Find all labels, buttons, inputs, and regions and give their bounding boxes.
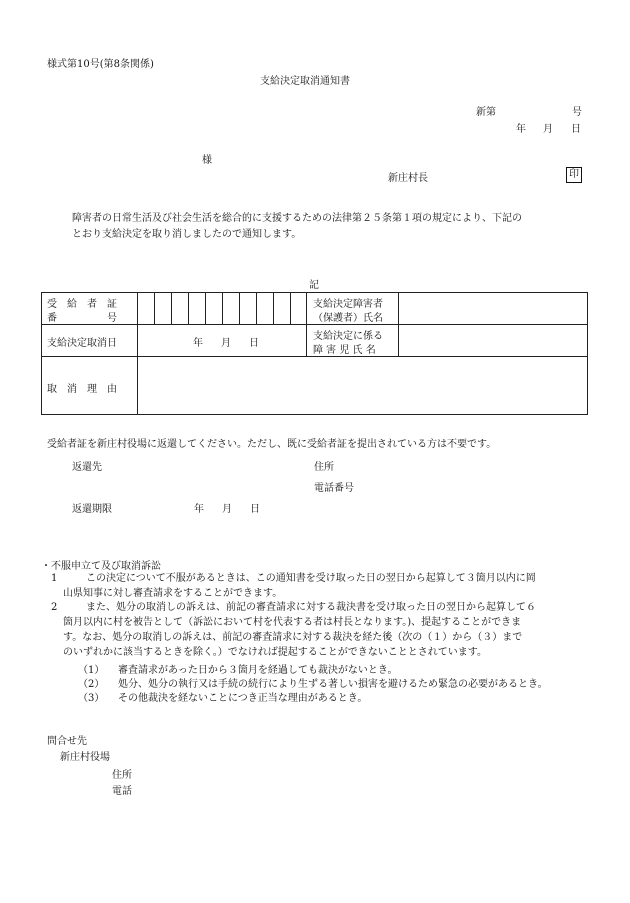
intro-line-1: 障害者の日常生活及び社会生活を総合的に支援するための法律第２５条第１項の規定により、下記の <box>72 213 522 224</box>
document-title: 支給決定取消通知書 <box>260 76 350 87</box>
digit-cell-divider <box>171 292 172 324</box>
appeal-1-line-2: 山県知事に対し審査請求をすることができます。 <box>63 588 283 599</box>
cancel-date-label: 支給決定取消日 <box>47 338 117 349</box>
person-name-label-2: （保護者）氏名 <box>313 313 383 324</box>
return-to-label: 返還先 <box>72 462 102 473</box>
seal-mark: 印 <box>566 167 582 183</box>
cancel-date-day: 日 <box>249 338 259 349</box>
table-col-divider <box>306 292 307 356</box>
inquiry-address-label: 住所 <box>112 770 132 781</box>
appeal-2-line-3: す。なお、処分の取消しの訴えは、前記の審査請求に対する裁決を経た後（次の（１）から（３）まで <box>63 632 523 643</box>
sub-item-1-number: （1） <box>78 665 105 676</box>
date-month: 月 <box>543 124 553 135</box>
digit-cell-divider <box>273 292 274 324</box>
appeal-2-line-1: また、処分の取消しの訴えは、前記の審査請求に対する裁決書を受け取った日の翌日から起算して６ <box>86 602 536 613</box>
child-name-label-1: 支給決定に係る <box>313 331 383 342</box>
digit-cell-divider <box>154 292 155 324</box>
phone-label: 電話番号 <box>314 483 354 494</box>
cancel-date-year: 年 <box>193 338 203 349</box>
date-day: 日 <box>571 124 581 135</box>
doc-number-prefix: 新第 <box>476 107 496 118</box>
doc-number-suffix: 号 <box>572 107 582 118</box>
sub-item-3-text: その他裁決を経ないことにつき正当な理由があるとき。 <box>118 693 368 704</box>
table-row-divider <box>41 356 588 357</box>
inquiry-label: 問合せ先 <box>47 736 87 747</box>
deadline-month: 月 <box>222 504 232 515</box>
issuer-name: 新庄村長 <box>388 173 428 184</box>
digit-cell-divider <box>222 292 223 324</box>
inquiry-phone-label: 電話 <box>112 786 132 797</box>
inquiry-office: 新庄村役場 <box>60 752 110 763</box>
deadline-label: 返還期限 <box>72 504 112 515</box>
ki-heading: 記 <box>309 280 319 291</box>
date-year: 年 <box>516 124 526 135</box>
sub-item-3-number: （3） <box>78 693 105 704</box>
return-notice: 受給者証を新庄村役場に返還してください。ただし、既に受給者証を提出されている方は不要です。 <box>47 439 497 450</box>
digit-cell-divider <box>239 292 240 324</box>
cert-number-label-2: 番 号 <box>47 313 117 324</box>
appeal-2-number: 2 <box>51 602 58 613</box>
sub-item-2-text: 処分、処分の執行又は手続の続行により生ずる著しい損害を避けるため緊急の必要があるとき。 <box>118 679 548 690</box>
address-label: 住所 <box>314 462 334 473</box>
appeal-2-line-4: のいずれかに該当するときを除く。）でなければ提起することができないこととされています。 <box>63 647 487 658</box>
table-col-divider <box>137 292 138 415</box>
child-name-label-2: 障 害 児 氏 名 <box>313 345 376 356</box>
form-number: 様式第10号(第8条関係) <box>47 59 154 70</box>
person-name-label-1: 支給決定障害者 <box>313 299 383 310</box>
appeal-heading: ・不服申立て及び取消訴訟 <box>41 561 161 572</box>
digit-cell-divider <box>256 292 257 324</box>
digit-cell-divider <box>205 292 206 324</box>
table-row-divider <box>41 324 588 325</box>
digit-cell-divider <box>290 292 291 324</box>
cert-number-label-1: 受 給 者 証 <box>47 299 117 310</box>
sub-item-2-number: （2） <box>78 679 105 690</box>
intro-line-2: とおり支給決定を取り消しましたので通知します。 <box>72 229 302 240</box>
deadline-day: 日 <box>250 504 260 515</box>
sub-item-1-text: 審査請求があった日から３箇月を経過しても裁決がないとき。 <box>118 665 398 676</box>
recipient-suffix: 様 <box>202 155 212 166</box>
table-col-divider <box>398 292 399 356</box>
digit-cell-divider <box>188 292 189 324</box>
cancel-reason-label: 取 消 理 由 <box>47 384 117 395</box>
appeal-2-line-2: 箇月以内に村を被告として（訴訟において村を代表する者は村長となります。)、提起することができま <box>63 617 522 628</box>
cancel-date-month: 月 <box>221 338 231 349</box>
deadline-year: 年 <box>194 504 204 515</box>
appeal-1-number: 1 <box>51 573 58 584</box>
appeal-1-line-1: この決定について不服があるときは、この通知書を受け取った日の翌日から起算して３箇月以内に岡 <box>86 573 536 584</box>
